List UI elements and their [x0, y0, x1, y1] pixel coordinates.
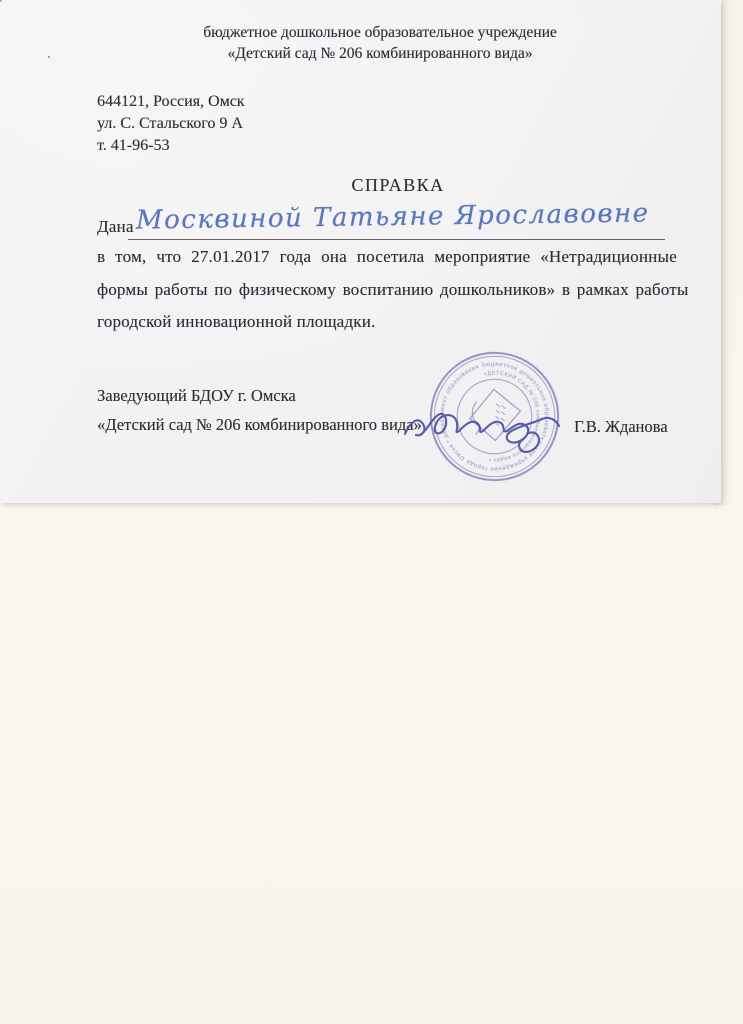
recipient-name-handwritten: Москвиной Татьяне Ярославовне	[135, 198, 650, 236]
contact-phone: т. 41-96-53	[97, 137, 170, 154]
scan-dust-specks	[0, 0, 2, 2]
director-signature-icon	[402, 388, 564, 466]
body-line-2: формы работы по физическому воспитанию дошкольников» в рамках работы	[97, 280, 689, 299]
contact-address-line1: 644121, Россия, Омск	[97, 93, 245, 110]
contact-address-line2: ул. С. Стальского 9 А	[97, 115, 243, 132]
signer-position-line2: «Детский сад № 206 комбинированного вида»	[97, 415, 422, 434]
document-sheet	[0, 0, 721, 503]
signer-position-line1: Заведующий БДОУ г. Омска	[97, 386, 296, 405]
document-title: СПРАВКА	[351, 175, 445, 195]
stamp-inner-ring-text: «ДЕТСКИЙ САД № 206 комбинированного вида» •	[483, 370, 541, 463]
org-name-line1: бюджетное дошкольное образовательное учреждение	[203, 24, 557, 41]
issued-to-label: Дана	[97, 217, 134, 236]
org-name-line2: «Детский сад № 206 комбинированного вида»	[227, 45, 533, 62]
stamp-outer-ring-text: бюджетное дошкольное образовательное учреждение города Омска • департамент образования •	[439, 361, 550, 472]
recipient-name-underline	[128, 239, 665, 240]
body-line-1: в том, что 27.01.2017 года она посетила мероприятие «Нетрадиционные	[97, 247, 677, 266]
signer-name: Г.В. Жданова	[574, 417, 668, 436]
body-line-3: городской инновационной площадки.	[97, 312, 376, 331]
